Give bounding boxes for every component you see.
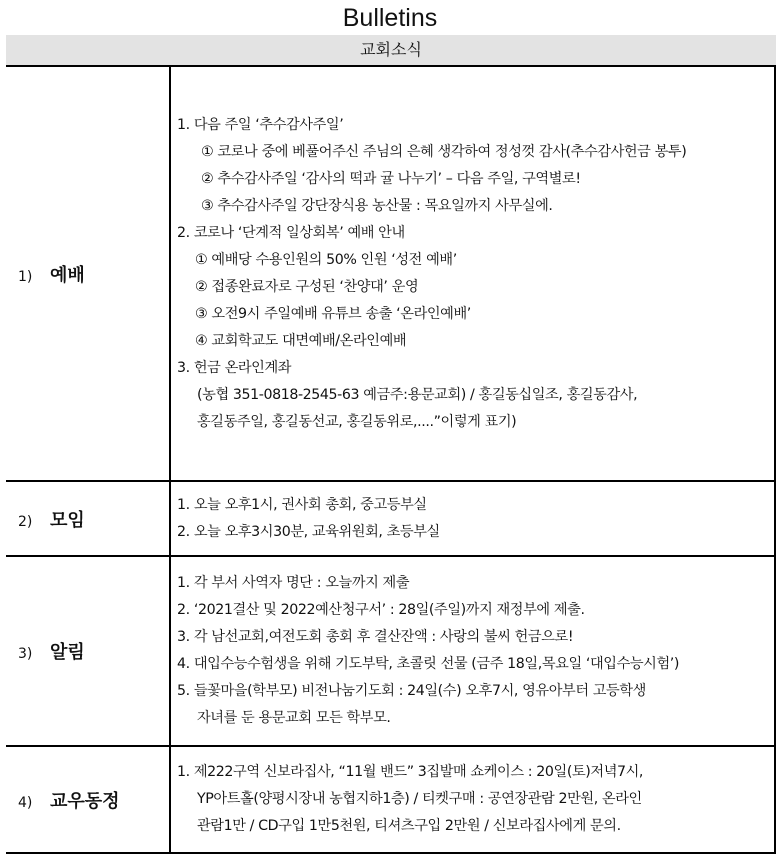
row-label: 예배 [50,264,85,286]
row-label: 교우동정 [50,790,120,812]
row-number: 4) [18,794,33,811]
list-item: 1. 제222구역 신보라집사, “11월 밴드” 3집발매 쇼케이스 : 20일(토)저녁7시, [177,764,644,780]
list-item: 홍길동주일, 홍길동선교, 홍길동위로,....”이렇게 표기) [197,413,517,430]
table-row [6,556,775,746]
list-item: ② 추수감사주일 ‘감사의 떡과 귤 나누기’ – 다음 주일, 구역별로! [201,170,581,187]
table-row [6,66,775,481]
list-item: ④ 교회학교도 대면예배/온라인예배 [195,332,407,349]
table-row [6,481,775,556]
table-row [6,746,775,853]
list-item: 3. 헌금 온라인계좌 [177,359,292,376]
list-item: 관람1만 / CD구입 1만5천원, 티셔츠구입 2만원 / 신보라집사에게 문의. [197,818,621,834]
list-item: 1. 오늘 오후1시, 권사회 총회, 중고등부실 [177,496,427,513]
list-item: 2. 오늘 오후3시30분, 교육위원회, 초등부실 [177,523,440,540]
list-item: 1. 각 부서 사역자 명단 : 오늘까지 제출 [177,575,410,591]
row-number: 1) [18,268,33,285]
list-item: 2. ‘2021결산 및 2022예산청구서’ : 28일(주일)까지 재정부에 제출. [177,602,585,618]
list-item: 3. 각 남선교회,여전도회 총회 후 결산잔액 : 사랑의 불씨 헌금으로! [177,629,574,645]
list-item: 4. 대입수능수험생을 위해 기도부탁, 초콜릿 선물 (금주 18일,목요일 ‘대입수능시험’) [177,656,680,672]
row-number: 3) [18,646,33,662]
list-item: ① 예배당 수용인원의 50% 인원 ‘성전 예배’ [195,251,457,268]
list-item: 2. 코로나 ‘단계적 일상회복’ 예배 안내 [177,224,405,241]
list-item: 1. 다음 주일 ‘추수감사주일’ [177,116,344,133]
row-number: 2) [18,513,33,530]
list-item: (농협 351-0818-2545-63 예금주:용문교회) / 홍길동십일조, 홍길동감사, [197,386,638,403]
page-title: Bulletins [342,4,438,32]
section-header: 교회소식 [6,35,776,65]
list-item: ② 접종완료자로 구성된 ‘찬양대’ 운영 [195,278,419,295]
list-item: ① 코로나 중에 베풀어주신 주님의 은혜 생각하여 정성껏 감사(추수감사헌금 봉투) [201,143,687,160]
list-item: YP아트홀(양평시장내 농협지하1층) / 티켓구매 : 공연장관람 2만원, 온라인 [197,791,642,807]
row-label: 모임 [50,509,85,531]
bulletin-table [6,65,776,854]
list-item: 5. 들꽃마을(학부모) 비전나눔기도회 : 24일(수) 오후7시, 영유아부터 고등학생 [177,683,646,699]
list-item: 자녀를 둔 용문교회 모든 학부모. [197,710,391,726]
row-label: 알림 [50,642,85,663]
list-item: ③ 추수감사주일 강단장식용 농산물 : 목요일까지 사무실에. [201,197,553,214]
list-item: ③ 오전9시 주일예배 유튜브 송출 ‘온라인예배’ [195,305,471,322]
